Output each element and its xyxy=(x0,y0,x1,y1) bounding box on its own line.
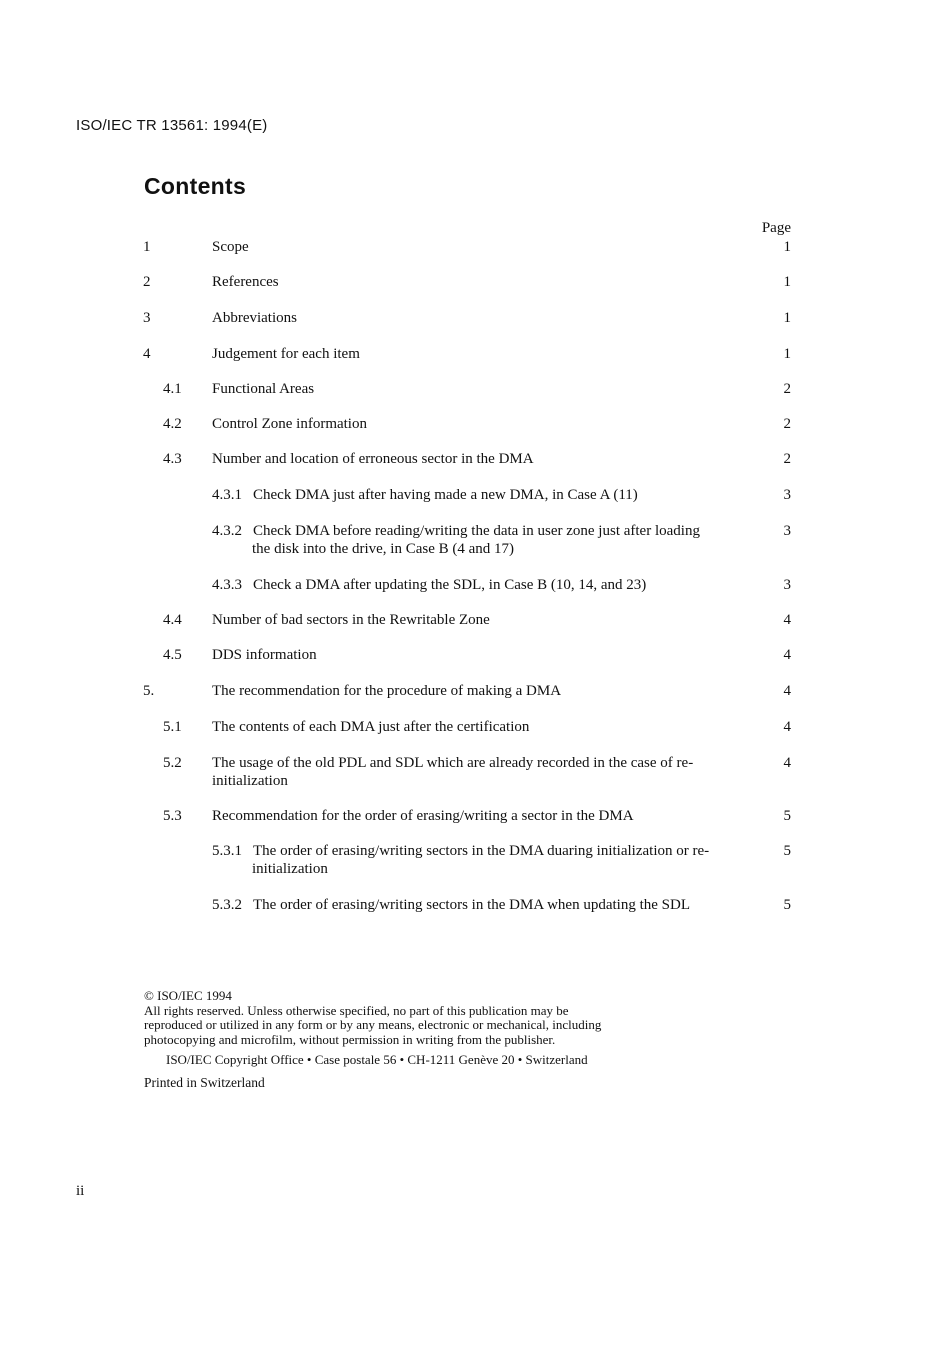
toc-number: 5.3 xyxy=(163,808,182,824)
copyright-line: © ISO/IEC 1994 xyxy=(144,988,232,1003)
toc-number: 4.3.3 xyxy=(212,577,242,593)
toc-title: Judgement for each item xyxy=(212,346,360,362)
copyright-notice xyxy=(144,989,684,1090)
toc-title-continuation: the disk into the drive, in Case B (4 and 17) xyxy=(252,541,515,557)
toc-title-block xyxy=(212,522,752,558)
toc-page: 2 xyxy=(783,451,791,467)
printed-in: Printed in Switzerland xyxy=(144,1074,265,1090)
copyright-office-address: ISO/IEC Copyright Office • Case postale 56 • CH-1211 Genève 20 • Switzerland xyxy=(166,1052,588,1067)
toc-title: Functional Areas xyxy=(212,381,315,397)
toc-number: 4.3.2 xyxy=(212,523,242,539)
toc-page: 2 xyxy=(783,416,791,432)
toc-title: References xyxy=(212,274,279,290)
page-title: Contents xyxy=(144,173,247,199)
page-number: ii xyxy=(76,1183,85,1199)
toc-title-block xyxy=(212,896,752,914)
toc-title: Check DMA before reading/writing the data in user zone just after loading xyxy=(253,523,700,539)
toc-title: Number of bad sectors in the Rewritable Zone xyxy=(212,612,490,628)
toc-page: 5 xyxy=(783,808,791,824)
toc-title-block xyxy=(212,754,752,790)
toc-number: 2 xyxy=(143,274,151,290)
rights-line-1: All rights reserved. Unless otherwise specified, no part of this publication may be xyxy=(144,1002,569,1018)
toc-title: Control Zone information xyxy=(212,416,367,432)
toc-title-block xyxy=(212,576,752,594)
toc-page: 3 xyxy=(783,523,791,539)
toc-page: 4 xyxy=(783,755,791,771)
toc-page: 2 xyxy=(783,381,791,397)
toc-page: 4 xyxy=(783,683,791,699)
toc-number: 5.3.2 xyxy=(212,897,242,913)
toc-page: 4 xyxy=(783,719,791,735)
toc-title: Check DMA just after having made a new DMA, in Case A (11) xyxy=(253,487,638,503)
toc-number: 4.3 xyxy=(163,451,182,467)
toc-title: The recommendation for the procedure of making a DMA xyxy=(212,683,562,699)
toc-title: Abbreviations xyxy=(212,310,297,326)
toc-page: 1 xyxy=(783,239,791,255)
toc-page: 5 xyxy=(783,897,791,913)
toc-title: Scope xyxy=(212,239,249,255)
toc-title: DDS information xyxy=(212,647,317,663)
toc-number: 4 xyxy=(143,346,151,362)
toc-number: 1 xyxy=(143,239,151,255)
toc-title: The contents of each DMA just after the certification xyxy=(212,719,530,735)
toc-title: Number and location of erroneous sector in the DMA xyxy=(212,451,534,467)
document-identifier: ISO/IEC TR 13561: 1994(E) xyxy=(76,117,268,134)
toc-number: 4.5 xyxy=(163,647,182,663)
toc-title: The order of erasing/writing sectors in the DMA duaring initialization or re- xyxy=(253,843,710,859)
toc-title: The usage of the old PDL and SDL which are already recorded in the case of re- xyxy=(212,755,694,771)
toc-page: 3 xyxy=(783,487,791,503)
toc-page: 1 xyxy=(783,310,791,326)
toc-title: The order of erasing/writing sectors in the DMA when updating the SDL xyxy=(253,897,690,913)
toc-number: 5.2 xyxy=(163,755,182,771)
rights-line-3: photocopying and microfilm, without permission in writing from the publisher. xyxy=(144,1031,556,1047)
toc-page: 4 xyxy=(783,647,791,663)
page-column-label: Page xyxy=(761,220,791,236)
toc-number: 5.1 xyxy=(163,719,182,735)
toc-number: 4.3.1 xyxy=(212,487,242,503)
toc-title: Recommendation for the order of erasing/writing a sector in the DMA xyxy=(212,808,634,824)
toc-number: 4.1 xyxy=(163,381,182,397)
toc-number: 4.4 xyxy=(163,612,182,628)
toc-number: 4.2 xyxy=(163,416,182,432)
toc-title-continuation: initialization xyxy=(252,861,328,877)
toc-number: 5.3.1 xyxy=(212,843,242,859)
toc-number: 3 xyxy=(143,310,151,326)
rights-line-2: reproduced or utilized in any form or by any means, electronic or mechanical, including xyxy=(144,1017,602,1032)
toc-page: 4 xyxy=(783,612,791,628)
toc-title-block xyxy=(212,486,752,504)
toc-title-continuation: initialization xyxy=(212,773,288,789)
toc-title: Check a DMA after updating the SDL, in Case B (10, 14, and 23) xyxy=(253,577,647,593)
toc-page: 1 xyxy=(783,274,791,290)
toc-page: 3 xyxy=(783,577,791,593)
toc-page: 5 xyxy=(783,843,791,859)
toc-page: 1 xyxy=(783,346,791,362)
toc-number: 5. xyxy=(143,683,155,699)
toc-title-block xyxy=(212,842,752,878)
